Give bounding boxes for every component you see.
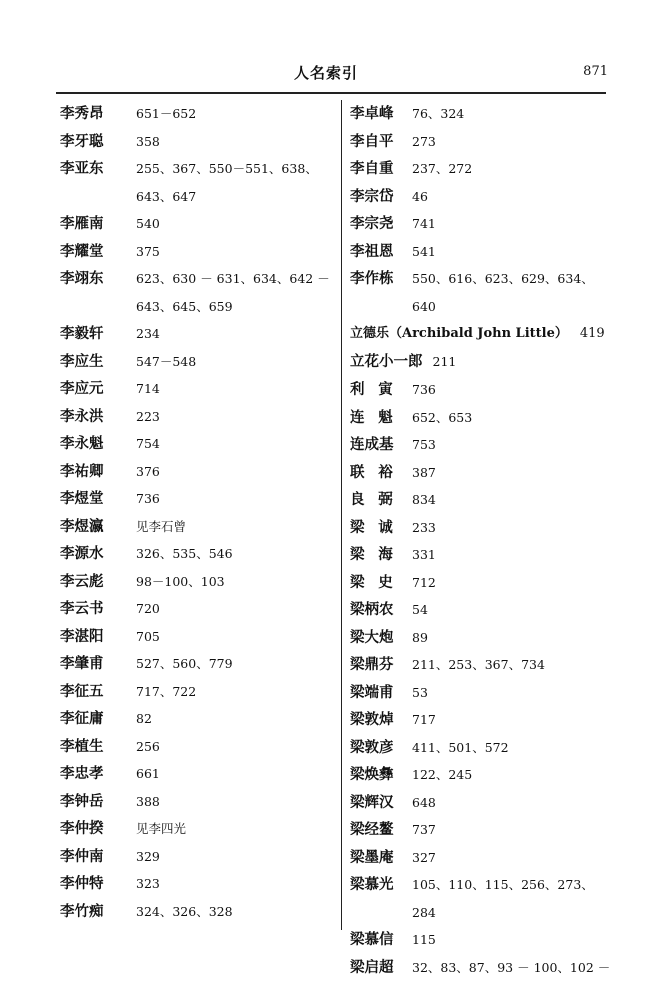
- entry-name: 梁经鳌: [350, 821, 394, 838]
- entry-pages: 652、653: [412, 409, 473, 425]
- entry-name: 李湛阳: [60, 627, 104, 645]
- entry-name: 李翊东: [60, 270, 104, 287]
- entry-pages: 89: [412, 629, 428, 645]
- entry-name: 利寅: [350, 381, 407, 398]
- entry-pages: 540: [136, 216, 160, 231]
- index-entry: [350, 265, 612, 320]
- entry-name: 梁史: [350, 573, 407, 591]
- index-entry: [60, 128, 338, 156]
- index-entry: [60, 265, 338, 320]
- entry-name: 梁敦彦: [350, 738, 394, 756]
- entry-name: 李仲南: [60, 847, 104, 865]
- entry-pages: 234: [136, 326, 160, 341]
- entry-pages: 705: [136, 628, 160, 644]
- entry-pages: 834: [412, 492, 436, 507]
- index-entry: [350, 734, 612, 762]
- entry-name: 梁慕信: [350, 931, 394, 948]
- entry-name: 梁敦焯: [350, 711, 394, 728]
- entry-pages: 115: [412, 932, 436, 947]
- entry-name: 梁大炮: [350, 628, 394, 646]
- entry-pages: 651－652: [136, 106, 197, 121]
- index-entry: [60, 320, 338, 348]
- entry-name: 连成基: [350, 436, 394, 453]
- header-rule: [56, 92, 606, 94]
- entry-name: 李自重: [350, 160, 394, 177]
- entry-name: 李永洪: [60, 407, 104, 425]
- entry-pages: 见李石曾: [136, 518, 187, 534]
- entry-name: 李煜瀛: [60, 517, 104, 535]
- running-header-title: 人名索引: [293, 64, 358, 82]
- entry-name: 梁海: [350, 546, 407, 563]
- entry-name: 良弼: [350, 491, 407, 508]
- index-entry: [350, 348, 612, 377]
- entry-pages: 753: [412, 437, 436, 452]
- entry-name: 李煜堂: [60, 490, 104, 507]
- entry-pages: 376: [136, 463, 160, 479]
- entry-name: 李竹痴: [60, 902, 104, 920]
- page-number: 871: [583, 64, 608, 79]
- entry-pages: 736: [412, 382, 436, 397]
- index-entry: [60, 485, 338, 513]
- index-entry: [350, 844, 612, 872]
- entry-name: 李雁南: [60, 215, 104, 232]
- index-entry: [350, 954, 612, 982]
- entry-pages: 76、324: [412, 106, 465, 121]
- entry-name: 李卓峰: [350, 105, 394, 122]
- entry-name: 连魁: [350, 408, 407, 426]
- index-entry: [60, 870, 338, 898]
- entry-name: 梁柄农: [350, 601, 394, 618]
- entry-name: 梁鼎芬: [350, 656, 394, 673]
- entry-pages: 237、272: [412, 161, 473, 176]
- index-entry: [350, 376, 612, 404]
- entry-pages: 233: [412, 519, 436, 535]
- entry-pages: 717、722: [136, 683, 197, 699]
- index-entry: [60, 623, 338, 651]
- entry-pages: 411、501、572: [412, 739, 509, 755]
- entry-name: 李钟岳: [60, 792, 104, 810]
- entry-name: 梁慕光: [350, 876, 394, 893]
- entry-pages: 358: [136, 133, 160, 149]
- index-entry: [60, 210, 338, 238]
- entry-name: 李耀堂: [60, 242, 104, 260]
- entry-pages: 32、83、87、93 － 100、102 －: [412, 959, 611, 975]
- entry-pages: 211、253、367、734: [412, 657, 545, 672]
- index-entry: [60, 513, 338, 541]
- entry-pages: 211: [432, 353, 457, 369]
- entry-pages: 256: [136, 738, 160, 754]
- entry-pages: 550、616、623、629、634、640: [412, 271, 594, 314]
- entry-pages: 53: [412, 684, 428, 700]
- entry-pages: 648: [412, 794, 436, 810]
- entry-pages: 323: [136, 876, 160, 891]
- index-entry: [60, 705, 338, 733]
- entry-pages: 273: [412, 133, 436, 149]
- entry-pages: 388: [136, 793, 160, 809]
- index-entry: [350, 706, 612, 734]
- entry-name: 梁辉汉: [350, 793, 394, 811]
- index-entry: [350, 128, 612, 156]
- index-entry: [350, 624, 612, 652]
- entry-name: 李自平: [350, 132, 394, 150]
- entry-pages: 375: [136, 243, 160, 259]
- index-entry: [350, 569, 612, 597]
- entry-pages: 741: [412, 216, 436, 231]
- entry-pages: 387: [412, 464, 436, 480]
- index-entry: [60, 430, 338, 458]
- entry-pages: 255、367、550－551、638、643、647: [136, 161, 318, 204]
- entry-name: 联裕: [350, 463, 407, 481]
- index-entry: [350, 679, 612, 707]
- index-entry: [350, 320, 612, 348]
- entry-name: 李秀昂: [60, 105, 104, 122]
- entry-name: 立德乐（Archibald John Little）: [350, 326, 568, 341]
- entry-name: 李仲揆: [60, 820, 104, 837]
- index-entry: [350, 155, 612, 183]
- entry-name: 李宗岱: [350, 187, 394, 205]
- entry-pages: 720: [136, 601, 160, 616]
- entry-name: 梁墨庵: [350, 848, 394, 866]
- entry-pages: 661: [136, 766, 160, 781]
- entry-pages: 331: [412, 547, 436, 562]
- index-entry: [60, 100, 338, 128]
- index-entry: [350, 761, 612, 789]
- entry-pages: 98－100、103: [136, 573, 225, 589]
- entry-pages: 82: [136, 711, 152, 726]
- entry-name: 李亚东: [60, 160, 104, 177]
- index-entry: [350, 816, 612, 844]
- entry-pages: 737: [412, 822, 436, 837]
- index-entry: [60, 733, 338, 761]
- entry-pages: 623、630 － 631、634、642 －643、645、659: [136, 271, 330, 314]
- entry-name: 李征五: [60, 682, 104, 700]
- entry-pages: 714: [136, 381, 160, 396]
- entry-name: 李征庸: [60, 710, 104, 727]
- index-entry: [350, 100, 612, 128]
- entry-pages: 547－548: [136, 353, 197, 369]
- entry-name: 李宗尧: [350, 215, 394, 232]
- index-entry: [60, 348, 338, 376]
- index-entry: [350, 431, 612, 459]
- entry-pages: 46: [412, 188, 428, 204]
- index-entry: [350, 238, 612, 266]
- entry-pages: 122、245: [412, 767, 473, 782]
- index-entry: [350, 486, 612, 514]
- entry-name: 李肇甫: [60, 655, 104, 672]
- index-entry: [60, 760, 338, 788]
- entry-pages: 见李四光: [136, 821, 187, 836]
- index-column-left: [60, 100, 338, 925]
- index-entry: [60, 458, 338, 486]
- entry-name: 李作栋: [350, 270, 394, 287]
- entry-pages: 541: [412, 243, 436, 259]
- entry-pages: 527、560、779: [136, 656, 233, 671]
- index-column-right: [350, 100, 612, 981]
- index-entry: [60, 375, 338, 403]
- entry-pages: 736: [136, 491, 160, 506]
- index-entry: [350, 871, 612, 926]
- index-entry: [60, 788, 338, 816]
- index-entry: [60, 843, 338, 871]
- entry-name: 李永魁: [60, 435, 104, 452]
- index-entry: [350, 651, 612, 679]
- entry-pages: 419: [579, 326, 605, 341]
- entry-name: 李云彪: [60, 572, 104, 590]
- index-entry: [60, 155, 338, 210]
- entry-pages: 717: [412, 712, 436, 727]
- index-entry: [350, 183, 612, 211]
- index-entry: [60, 650, 338, 678]
- entry-name: 李毅轩: [60, 325, 104, 342]
- entry-pages: 326、535、546: [136, 546, 233, 561]
- entry-name: 李源水: [60, 545, 104, 562]
- entry-name: 李仲特: [60, 875, 104, 892]
- entry-pages: 754: [136, 436, 160, 451]
- index-entry: [350, 541, 612, 569]
- entry-pages: 327: [412, 849, 436, 865]
- entry-pages: 324、326、328: [136, 903, 233, 919]
- entry-pages: 54: [412, 602, 428, 617]
- entry-pages: 329: [136, 848, 160, 864]
- index-entry: [60, 898, 338, 926]
- index-entry: [350, 459, 612, 487]
- index-entry: [60, 568, 338, 596]
- entry-name: 梁端甫: [350, 683, 394, 701]
- entry-pages: 712: [412, 574, 436, 590]
- index-entry: [350, 210, 612, 238]
- entry-name: 梁启超: [350, 958, 394, 976]
- index-entry: [350, 789, 612, 817]
- index-entry: [60, 595, 338, 623]
- index-entry: [60, 403, 338, 431]
- index-entry: [350, 596, 612, 624]
- index-entry: [350, 926, 612, 954]
- column-divider: [341, 100, 342, 930]
- index-entry: [350, 404, 612, 432]
- entry-name: 李植生: [60, 737, 104, 755]
- entry-name: 李牙聪: [60, 132, 104, 150]
- entry-name: 李祐卿: [60, 462, 104, 480]
- index-entry: [350, 514, 612, 542]
- entry-name: 李应生: [60, 352, 104, 370]
- entry-name: 李忠孝: [60, 765, 104, 782]
- entry-pages: 105、110、115、256、273、284: [412, 877, 594, 920]
- entry-name: 梁诚: [350, 518, 407, 536]
- entry-name: 梁焕彝: [350, 766, 394, 783]
- index-entry: [60, 238, 338, 266]
- entry-name: 李祖恩: [350, 242, 394, 260]
- entry-name: 李应元: [60, 380, 104, 397]
- index-entry: [60, 540, 338, 568]
- index-entry: [60, 678, 338, 706]
- entry-pages: 223: [136, 408, 160, 424]
- index-entry: [60, 815, 338, 843]
- entry-name: 立花小一郎: [350, 352, 423, 370]
- entry-name: 李云书: [60, 600, 104, 617]
